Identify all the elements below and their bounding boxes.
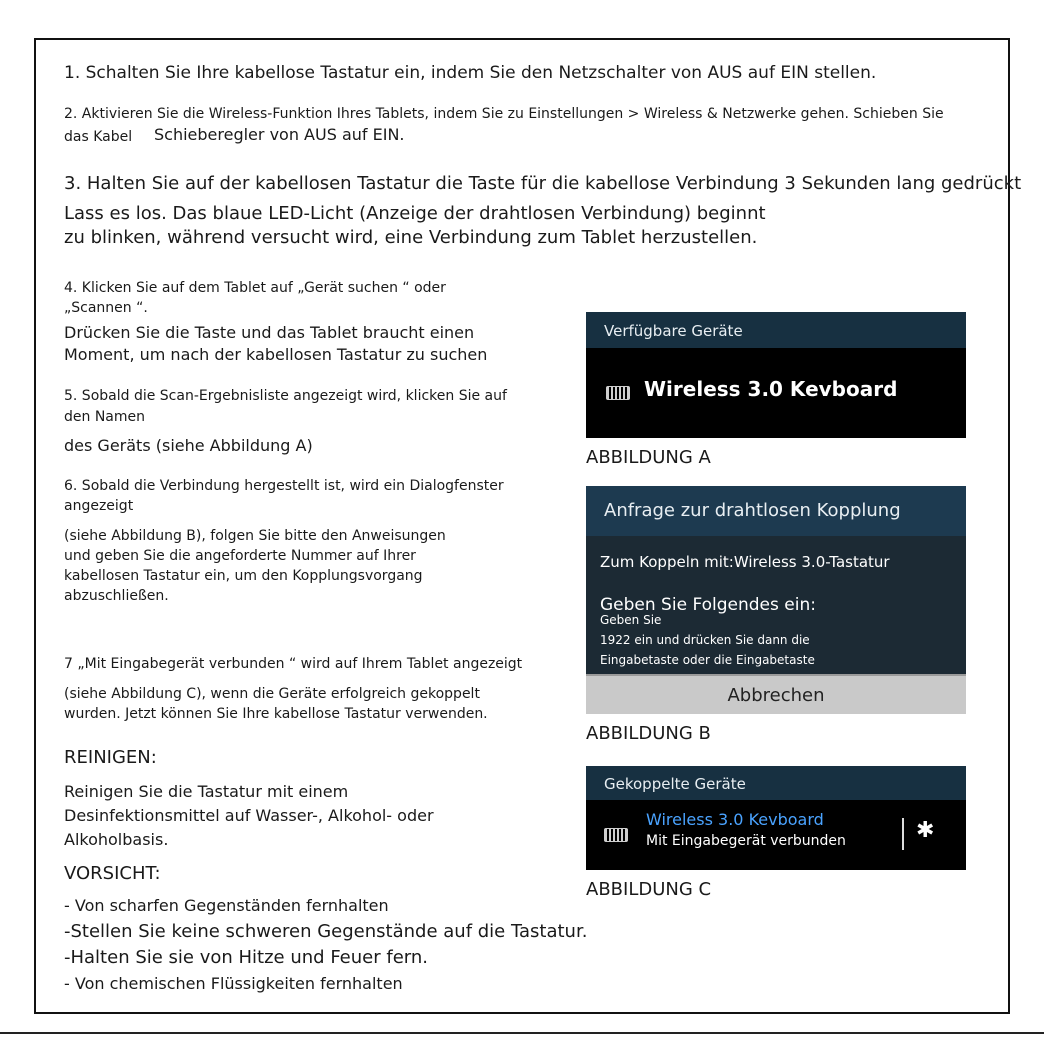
step-2-line-2a: das Kabel bbox=[64, 129, 133, 145]
caution-heading: VORSICHT: bbox=[64, 863, 161, 884]
figure-a-device-name: Wireless 3.0 Kevboard bbox=[644, 377, 898, 401]
step-4-line-1: 4. Klicken Sie auf dem Tablet auf „Gerät suchen “ oder bbox=[64, 280, 446, 296]
figure-b-line-2: 1922 ein und drücken Sie dann die bbox=[600, 633, 810, 647]
step-4-line-3: Drücken Sie die Taste und das Tablet braucht einen bbox=[64, 323, 475, 342]
step-6-line-4: und geben Sie die angeforderte Nummer auf Ihrer bbox=[64, 548, 416, 564]
cleaning-line-3: Alkoholbasis. bbox=[64, 830, 169, 849]
step-2-line-1: 2. Aktivieren Sie die Wireless-Funktion Ihres Tablets, indem Sie zu Einstellungen > Wireless & Netzwerke gehen. Schieben Sie bbox=[64, 106, 944, 122]
figure-b-line-1: Geben Sie bbox=[600, 613, 662, 627]
figure-c-device-name: Wireless 3.0 Kevboard bbox=[646, 810, 824, 829]
cancel-button[interactable]: Abbrechen bbox=[586, 674, 966, 714]
cleaning-heading: REINIGEN: bbox=[64, 747, 157, 768]
figure-a-caption: ABBILDUNG A bbox=[586, 447, 711, 468]
caution-item: - Von scharfen Gegenständen fernhalten bbox=[64, 896, 389, 915]
figure-c-panel bbox=[586, 766, 966, 870]
caution-item: - Von chemischen Flüssigkeiten fernhalten bbox=[64, 974, 403, 993]
figure-b-line-3: Eingabetaste oder die Eingabetaste bbox=[600, 653, 815, 667]
figure-b-dialog bbox=[586, 486, 966, 714]
cleaning-line-1: Reinigen Sie die Tastatur mit einem bbox=[64, 782, 349, 801]
step-1: 1. Schalten Sie Ihre kabellose Tastatur ein, indem Sie den Netzschalter von AUS auf EIN stellen. bbox=[64, 63, 877, 83]
figure-c-status: Mit Eingabegerät verbunden bbox=[646, 833, 846, 849]
divider bbox=[902, 818, 904, 850]
step-3-line-1: 3. Halten Sie auf der kabellosen Tastatur die Taste für die kabellose Verbindung 3 Sekunden lang gedrückt bbox=[64, 173, 1022, 194]
figure-c-caption: ABBILDUNG C bbox=[586, 879, 712, 900]
step-7-line-2: (siehe Abbildung C), wenn die Geräte erfolgreich gekoppelt bbox=[64, 686, 480, 702]
step-6-line-6: abzuschließen. bbox=[64, 588, 169, 604]
figure-a-panel bbox=[586, 312, 966, 438]
step-6-line-1: 6. Sobald die Verbindung hergestellt ist, wird ein Dialogfenster bbox=[64, 478, 504, 494]
step-7-line-1: 7 „Mit Eingabegerät verbunden “ wird auf Ihrem Tablet angezeigt bbox=[64, 656, 523, 672]
figure-c-header-label: Gekoppelte Geräte bbox=[604, 775, 746, 793]
figure-b-title: Anfrage zur drahtlosen Kopplung bbox=[604, 500, 901, 521]
step-6-line-5: kabellosen Tastatur ein, um den Kopplungsvorgang bbox=[64, 568, 423, 584]
step-6-line-3: (siehe Abbildung B), folgen Sie bitte den Anweisungen bbox=[64, 528, 446, 544]
keyboard-icon bbox=[606, 386, 630, 400]
figure-b-pair-with: Zum Koppeln mit:Wireless 3.0-Tastatur bbox=[600, 553, 890, 571]
figure-a-device-row[interactable] bbox=[586, 348, 966, 438]
step-6-line-2: angezeigt bbox=[64, 498, 134, 514]
caution-item: -Stellen Sie keine schweren Gegenstände auf die Tastatur. bbox=[64, 921, 588, 942]
cleaning-line-2: Desinfektionsmittel auf Wasser-, Alkohol- oder bbox=[64, 806, 434, 825]
step-5-line-1: 5. Sobald die Scan-Ergebnisliste angezeigt wird, klicken Sie auf bbox=[64, 388, 507, 404]
keyboard-icon bbox=[604, 828, 628, 842]
figure-b-enter-heading: Geben Sie Folgendes ein: bbox=[600, 595, 816, 615]
figure-b-caption: ABBILDUNG B bbox=[586, 723, 711, 744]
bottom-rule bbox=[0, 1032, 1044, 1034]
step-5-line-2: den Namen bbox=[64, 409, 145, 425]
caution-item: -Halten Sie sie von Hitze und Feuer fern. bbox=[64, 947, 428, 968]
gear-icon[interactable]: ✱ bbox=[916, 818, 935, 843]
figure-a-header-label: Verfügbare Geräte bbox=[604, 322, 743, 340]
step-3-line-2: Lass es los. Das blaue LED-Licht (Anzeige der drahtlosen Verbindung) beginnt bbox=[64, 203, 766, 224]
figure-c-header bbox=[586, 766, 966, 800]
figure-b-title-bar bbox=[586, 486, 966, 536]
step-4-line-4: Moment, um nach der kabellosen Tastatur zu suchen bbox=[64, 345, 488, 364]
figure-a-header bbox=[586, 312, 966, 348]
step-5-line-3: des Geräts (siehe Abbildung A) bbox=[64, 436, 313, 455]
step-2-line-2b: Schieberegler von AUS auf EIN. bbox=[154, 125, 405, 144]
step-3-line-3: zu blinken, während versucht wird, eine Verbindung zum Tablet herzustellen. bbox=[64, 227, 758, 248]
step-7-line-3: wurden. Jetzt können Sie Ihre kabellose Tastatur verwenden. bbox=[64, 706, 488, 722]
step-4-line-2: „Scannen “. bbox=[64, 300, 148, 316]
figure-c-device-row[interactable] bbox=[586, 800, 966, 870]
